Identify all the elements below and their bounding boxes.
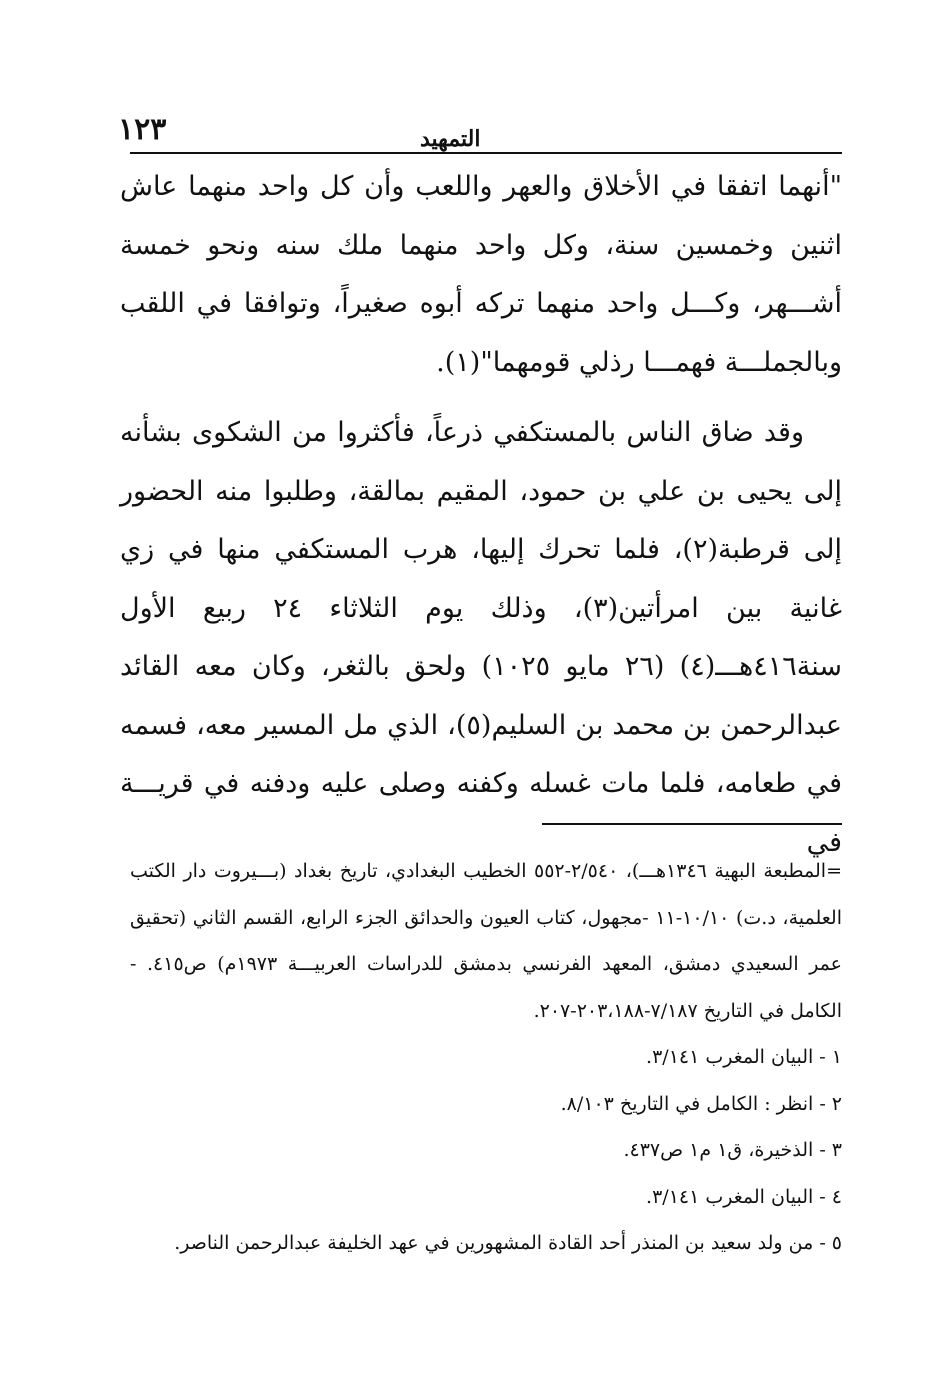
body-paragraph-2: وقد ضاق الناس بالمستكفي ذرعاً، فأكثروا من الشكوى بشأنه إلى يحيى بن علي بن حمود، المقيم بمالقة، وطلبوا منه الحضور إلى قرطبة(٢)، فلما تحرك إليها، هرب المستكفي منها في زي غانية بين امرأتين(٣)، وذلك يوم الثلاثاء ٢٤ ربيع الأول سنة٤١٦هـــ(٤) (٢٦ مايو ١٠٢٥) ولحق بالثغر، وكان معه القائد عبدالرحمن بن محمد بن السليم(٥)، الذي مل المسير معه، فسمه في طعامه، فلما مات غسله وكفنه وصلى عليه ودفنه في قريـــة في — [120, 417, 843, 858]
footnote-continuation: =المطبعة البهية ١٣٤٦هـــ)، ٢/٥٤٠-٥٥٢ الخطيب البغدادي، تاريخ بغداد (بـــيروت دار الكتب العلمية، د.ت) ١٠/١٠-١١ -مجهول، كتاب العيون والحدائق الجزء الرابع، القسم الثاني (تحقيق عمر السعيدي دمشق، المعهد الفرنسي بدمشق للدراسات العربيـــة ١٩٧٣م) ص٤١٥. - الكامل في التاريخ ٧/١٨٧-٢٠٣،١٨٨-٢٠٧. — [130, 860, 842, 1022]
main-text — [120, 158, 842, 872]
header-rule — [130, 152, 842, 154]
footnote-4: ٤ - البيان المغرب ٣/١٤١. — [646, 1185, 842, 1208]
footnotes — [130, 848, 842, 1267]
footnote-3: ٣ - الذخيرة، ق١ م١ ص٤٣٧. — [623, 1139, 842, 1161]
footnote-separator — [542, 823, 842, 825]
page-number: ١٢٣ — [118, 112, 167, 147]
footnote-5: ٥ - من ولد سعيد بن المنذر أحد القادة المشهورين في عهد الخليفة عبدالرحمن الناصر. — [174, 1232, 842, 1254]
footnote-2: ٢ - انظر : الكامل في التاريخ ٨/١٠٣. — [560, 1092, 842, 1115]
running-header-title: التمهيد — [420, 126, 481, 152]
body-paragraph-1: "أنهما اتفقا في الأخلاق والعهر واللعب وأن كل واحد منهما عاش اثنين وخمسين سنة، وكل واحد منهما ملك سنه ونحو خمسة أشـــهر، وكـــل واحد منهما تركه أبوه صغيراً، وتوافقا في اللقب وبالجملـــة فهمـــا رذلي قومهما"(١). — [120, 171, 842, 378]
footnote-1: ١ - البيان المغرب ٣/١٤١. — [646, 1046, 842, 1068]
